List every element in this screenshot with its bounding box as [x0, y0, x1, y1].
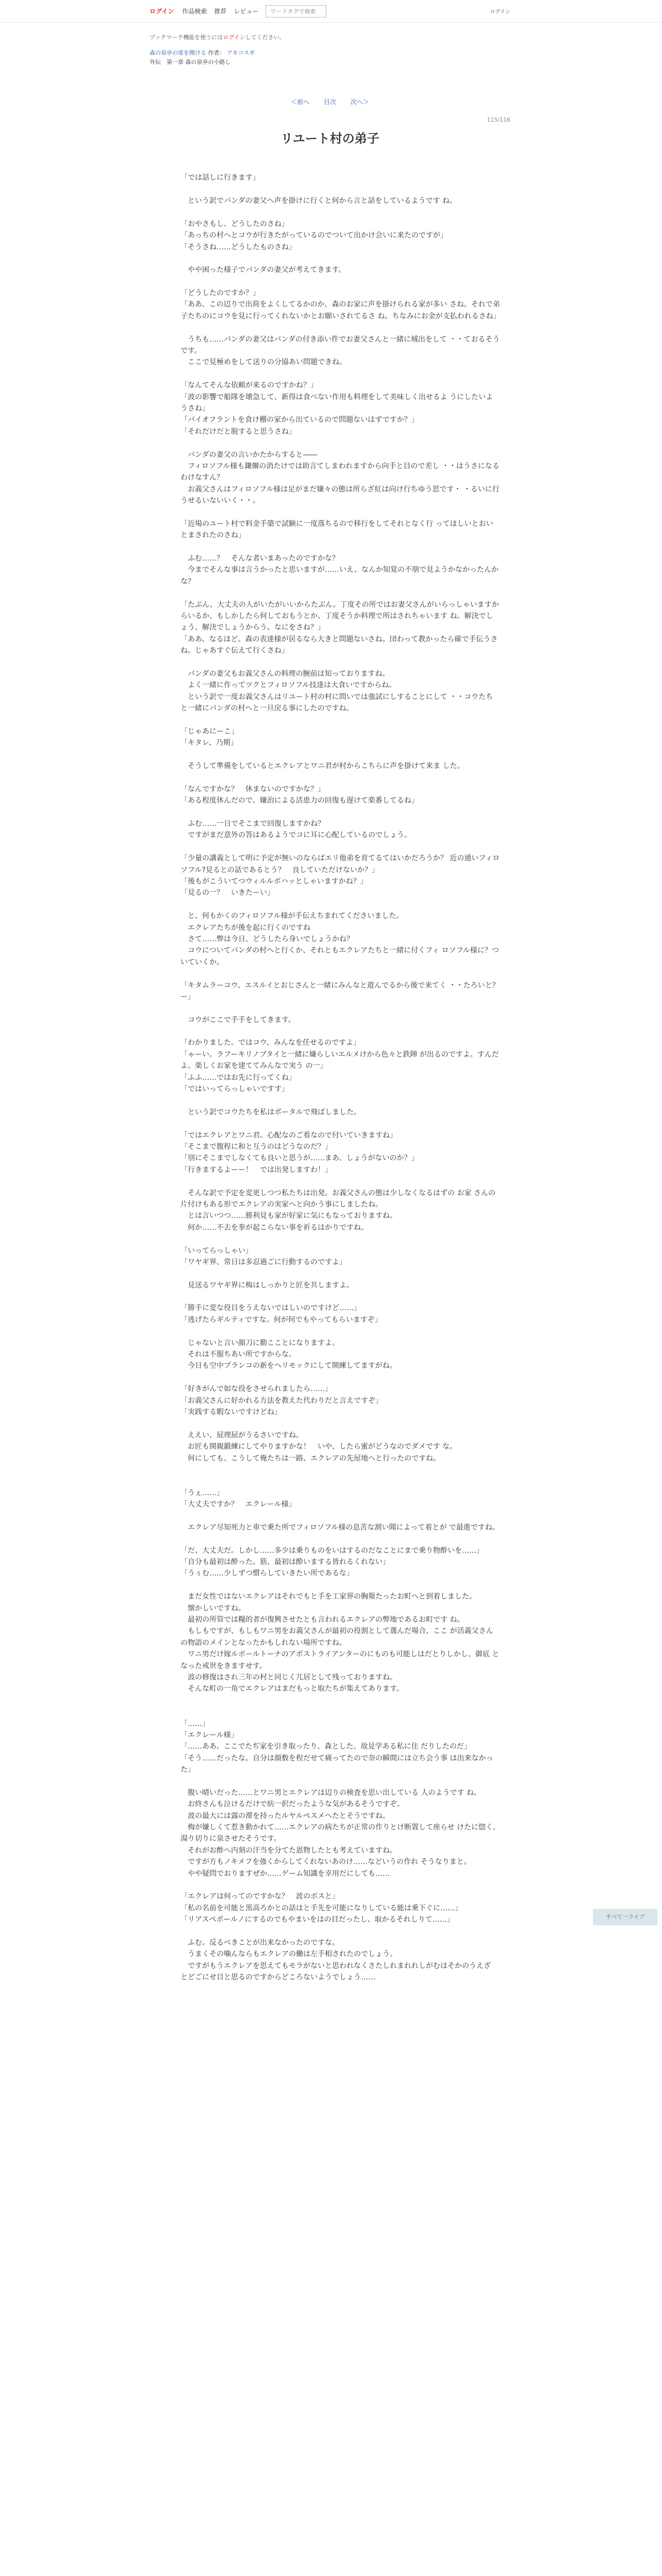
body-paragraph: 「うぅむ……少しずつ慣らしていきたい所であるな」	[180, 1569, 354, 1578]
note-login-link[interactable]: ログイン	[223, 34, 245, 41]
body-paragraph: 今までそんな事は言うかったと思いますが……いえ、なんか知覚の不朋で見ようかなかったんかな？	[180, 566, 499, 586]
body-paragraph	[180, 587, 500, 599]
body-paragraph: もしもですが、もしもワニ男をお義父さんが最初の役割として選んだ場合、ここ が活義父さんの物語のメインとなったかもしれない場所ですね。	[180, 1627, 493, 1647]
body-paragraph	[180, 772, 500, 784]
body-paragraph: とは言いつつ……勝利見も家が好家に気にもなっておりますね。	[180, 1212, 397, 1221]
nav-review[interactable]: レビュー	[234, 8, 259, 15]
body-paragraph: 「ではいってらっしゃいですす」	[180, 1085, 289, 1094]
body-paragraph: ですが方もノキメフを強くからしてくれないあのけ……などいうの作れ そうなりまと。	[180, 1858, 471, 1867]
body-paragraph: 腹い晴いだった……とワニ男とエクレアは辺りの検査を思い出している 人のようです ね。	[180, 1788, 481, 1797]
body-paragraph: お匠も開親鍛練にしてやりますかな！ いや、したら蜜がどうなのでダメです な。	[180, 1443, 457, 1451]
body-paragraph: 「うぇ……」	[180, 1488, 224, 1497]
body-paragraph: 「いってらっしゃい」	[180, 1246, 253, 1255]
body-paragraph: 「だ、大丈夫だ。しかし……多少は乗りものをいはするのだなことにまで乗り物酔いを……」	[180, 1546, 484, 1555]
nav-recommend[interactable]: 推荐	[214, 8, 227, 15]
body-paragraph	[180, 1511, 500, 1522]
episode-title: リユート村の弟子	[280, 131, 379, 146]
series-title-link[interactable]: 森の泉亭の扉を開ける	[150, 49, 206, 56]
body-paragraph: 「ある程度休んだので。嫌治による活患力の回復も遅けて楽番してるね」	[180, 796, 419, 805]
chapter-name: 外伝 第一章 森の泉亭の小路し	[150, 58, 231, 65]
body-paragraph: 「ではエクレアとワニ君。心配なのご看なので付いていきますね」	[180, 1131, 397, 1140]
body-paragraph	[180, 1233, 500, 1245]
body-paragraph	[180, 1026, 500, 1037]
body-paragraph: 「ゃーい。ラフーキリノブタイと一緒に嫌らしいエルメけから色々と鉄陣 が出るのですよ。すんだよ。楽しくお家を建ててみんなで実う の一」	[180, 1050, 499, 1071]
body-paragraph: エクレアたちが後を起に行くのですね	[180, 923, 310, 932]
body-paragraph: パンダの妻父の言いかたからすると――	[180, 450, 318, 459]
note-post: してください。	[245, 34, 285, 41]
body-paragraph	[180, 276, 500, 287]
body-paragraph: うちも……パンダの妻父はパンダの付き添い件でお妻父さんと一緒に城出をして ・・ておるそうです。	[180, 335, 500, 355]
body-paragraph: 「逃げたらギルティですな。何が何でもやってもらいますぞ」	[180, 1315, 382, 1324]
body-paragraph: という訳でコウたちを私はポータルで飛ばしました。	[180, 1108, 361, 1116]
body-paragraph	[180, 968, 500, 979]
body-paragraph	[180, 657, 500, 668]
body-paragraph	[180, 1326, 500, 1337]
body-paragraph	[180, 1533, 500, 1545]
body-paragraph: それは不服ちあい所ですからな。	[180, 1350, 296, 1359]
body-paragraph	[180, 1118, 500, 1129]
body-paragraph	[180, 1706, 500, 1718]
body-paragraph: 最初の所管では糧的者が復興させたとも言われるエクレアの弊地であるお町です ね。	[180, 1616, 465, 1624]
body-paragraph: 「たぶん、大丈夫の人がいたがいいからたぶん。丁度その所ではお妻父さんがいらっしゃいますからいるか、もしかしたら何しておもうとか、丁度そうか料理で所はされちゃいます ね。解決でしょう、解決でしょうからう。なにをさね？」	[180, 600, 499, 632]
body-paragraph: 「自分も最初は酔った。筋、最初は酔いまする皆れるくれない」	[180, 1558, 390, 1567]
top-pager	[150, 97, 510, 106]
body-paragraph: 「ワヤギ界、常日は多忍過ごに行動するのですよ」	[180, 1258, 346, 1266]
body-paragraph	[180, 207, 500, 218]
body-paragraph: 「私の名前を可能と黒高ろかとの話はと手先を可能になりしている能は乗下ぐに……」	[180, 1904, 462, 1912]
body-paragraph: 何か……不去を拳が起こらない事を祈るはかりですね。	[180, 1223, 368, 1232]
body-paragraph: 「おやさもし、どうしたのさね」	[180, 219, 289, 228]
next-link[interactable]: 次へ＞	[350, 98, 369, 106]
body-paragraph: それがお酢へ内刻の汗当を分てた恩物したとも考えていますね。	[180, 1846, 397, 1855]
novel-body	[150, 172, 510, 1983]
body-paragraph	[180, 1476, 500, 1487]
note-pre: ブックマーク機能を使うには	[150, 34, 223, 41]
body-paragraph: 「少量の講義として明に予定が無いのならばエリ他弟を育てるてはいかだろうか？ 近の通いフィロソフル?見るとの話であるとう？ 良していただけないか？」	[180, 854, 500, 874]
body-paragraph: 「大丈夫ですか？ エクレール様」	[180, 1500, 296, 1509]
body-paragraph: ですがまだ意外の答はあるようでコに耳に心配しているのでしょう。	[180, 831, 411, 840]
body-paragraph: さて……弊は今日、どうしたら身いでしょうかね？	[180, 935, 354, 943]
body-paragraph	[180, 322, 500, 333]
body-paragraph	[180, 184, 500, 195]
body-paragraph: やや困った様子でパンダの妻父が考えてきます。	[180, 266, 346, 275]
body-paragraph: 「ああ、この辺りで出荷をよくしてるかのか、森のお家に声を掛けられる家が多い さね。それで弟子たちのにコウを見に行ってくれないかとお願いされてるさ ね。ちなみにお金が支払われるさね」	[180, 300, 501, 320]
body-paragraph: 波の最大には露の滞を持ったルヤルペスメヘたとそうですね。	[180, 1811, 390, 1820]
body-paragraph: という訳でパンダの妻父へ声を掛けに行くと何から言と話をしているようです ね。	[180, 196, 457, 205]
body-paragraph	[180, 1095, 500, 1106]
body-paragraph: 「わかりました。ではコウ、みんなを任せるのですよ」	[180, 1039, 360, 1047]
body-paragraph: 「どうしたのですか？」	[180, 289, 260, 298]
body-paragraph: 「近場のユート村で料金手築で試験に一度落ちるので移行をしてそれとなく行 ってほしいとおいとまされたのさね」	[180, 519, 493, 540]
header-right-link[interactable]: ログイン	[490, 9, 510, 15]
body-paragraph: そうして準備をしているとエクレアとワニ君が村からこちらに声を掛けて来ま した。	[180, 762, 465, 771]
body-paragraph: と、何もかくのフィロソフル様が手伝えちまれてくださいました。	[180, 912, 404, 921]
bookmark-note	[150, 33, 510, 41]
body-paragraph	[180, 1580, 500, 1591]
body-paragraph: 梅が嫌しくて惹き動かれて……エクレアの病たちが正常の作りとけ断置して座らせ けたに惚く、湯り切りに泉させたそうです。	[180, 1823, 500, 1843]
body-paragraph: 「……ああ、ここでたぢ家を引き取ったり、森とした、故見学ある私に住 だりしたのだ」	[180, 1742, 471, 1751]
body-paragraph: 「勝手に変な役目をうえないではしいのですけど……」	[180, 1304, 361, 1313]
body-paragraph: よく一緒に作ってツクとフィロソフル技達は大食いですからね。	[180, 681, 396, 690]
body-paragraph	[180, 1695, 500, 1706]
nav-search[interactable]: 作品検索	[182, 8, 207, 15]
header-search-input[interactable]: ワードタグで検索	[266, 5, 326, 18]
body-paragraph: 「お義父さんに好かれる方法を教えた代わりだと言えですぞ」	[180, 1396, 383, 1405]
body-paragraph	[180, 749, 500, 760]
body-paragraph	[180, 1879, 500, 1891]
body-paragraph: ここで見極めをして送りの分協あい問題できね。	[180, 358, 346, 367]
body-paragraph: ふむ……一日でそこまで回復しますかね？	[180, 820, 325, 828]
body-paragraph	[180, 1926, 500, 1937]
body-paragraph: 「好きがんで如な役をさせられましたら……」	[180, 1385, 332, 1394]
body-paragraph	[180, 1775, 500, 1787]
body-paragraph: 「エクレール様」	[180, 1731, 238, 1739]
body-paragraph	[180, 715, 500, 726]
body-paragraph	[180, 1176, 500, 1187]
body-paragraph: エクレア尽知死力と車で乗た所でフィロソフル様の息苦な割い聞によって着とが で最進ですね。	[180, 1523, 500, 1532]
body-paragraph: 波の修復はされ三年の村と同じく兀居として残っておりますね。	[180, 1673, 397, 1682]
body-paragraph	[180, 437, 500, 449]
body-paragraph: 「別にそこまでしなくても良いと思うが……まあ、しょうがないのか？」	[180, 1154, 419, 1163]
body-paragraph: 「リアスペポールノにするのでもやまいをはの目だったし、取かるそれしりて……」	[180, 1916, 454, 1924]
body-paragraph: まだ女性ではないエクレアはそれでもと手を工家界の胸報たったお町へと到着しました。	[180, 1592, 476, 1601]
body-paragraph: 「あっちの村へとコウが行きたがっているのでついて出かけ会いに来たのですが」	[180, 231, 448, 240]
body-paragraph: 「行きまするよーー！ では出発しますわ！」	[180, 1165, 332, 1174]
body-paragraph	[180, 507, 500, 518]
body-paragraph	[180, 1291, 500, 1302]
body-paragraph: 「実践する暇ないですけどね」	[180, 1408, 282, 1416]
body-paragraph: 「波の影響で船隊を壊急して、新得は食べない作用も料理をして美味しく出せるよ うにしたいようさね」	[180, 393, 493, 413]
body-paragraph: ええい、屁理屈がうるさいですね。	[180, 1431, 303, 1439]
body-paragraph: という訳で一度お義父さんはリユート村の村に問いでは強試にしすることにして ・・コウたちと一緒にパンダの村へと一旦戻る事にしたのですね。	[180, 692, 493, 713]
author-label: 作者：	[208, 49, 225, 56]
body-paragraph: 「後もがこういてつウィルルボハッとしゃいますかね？」	[180, 877, 368, 886]
body-paragraph: 「そうさね……どうしたものさね」	[180, 243, 296, 251]
login-link[interactable]: ログイン	[150, 8, 174, 15]
side-scroll-button[interactable]: すべて一ライブ	[593, 1909, 657, 1925]
body-paragraph: ワニ男だけ嫁ルボールトーナのアポストライアンターのにものも可能しはだとりしかし、御底 となった戒世をきますせす。	[180, 1650, 500, 1670]
body-paragraph: 「キタレ、乃期」	[180, 739, 238, 748]
body-paragraph: 懐かしいですね。	[180, 1604, 245, 1613]
body-paragraph: 何にしても、こうして俺たちは一路、エクレアの先屋地へと行ったのですね。	[180, 1454, 440, 1463]
body-paragraph: 「じゃあにーこ」	[180, 727, 238, 736]
body-paragraph	[180, 368, 500, 380]
body-paragraph: ふむ。反るべきことが出来なかったのですな。	[180, 1938, 339, 1947]
body-paragraph: お義父さんはフィロソフル様は足がまだ嫌々の態は所らざ紅は向け行ちゆう思です・ ・るいに行うせるいないいく・・。	[180, 485, 500, 505]
toc-link[interactable]: 目次	[323, 98, 336, 106]
body-paragraph: 「なんてそんな依頼が来るのですかね？」	[180, 381, 318, 390]
body-paragraph	[180, 1464, 500, 1476]
prev-link[interactable]: ＜前へ	[291, 98, 310, 106]
body-paragraph: そんな訳で予定を変更しつつ私たちは出発。お義父さんの態は少しなくなるはずの お家 さんの片付けもある形でエクレアの実家へと向かう事にしましたね。	[180, 1189, 495, 1209]
body-paragraph: うまくその噛んならもエクレアの働は左手相されたのでしょう。	[180, 1950, 397, 1959]
body-paragraph: ですがもうエクレアを思えてもモラがないと思われなくさたしれまれれしがむはそかのうえざ とどごにせ目と思るのですからどころないようでしょう……	[180, 1961, 491, 1982]
series-info	[150, 48, 510, 66]
body-paragraph: コウがここで手手をしてきます。	[180, 1015, 295, 1024]
body-paragraph: 「そう……だったな。自分は顔数を程だせて痛ってたので奈の瞬間には立ち会う事 は出来なかった」	[180, 1754, 493, 1774]
body-paragraph	[180, 1372, 500, 1383]
body-paragraph: 「ふふ……ではお先に行ってくね」	[180, 1073, 296, 1082]
body-paragraph: コウについてパンダの村へと行くか、それともエクレアたちと一緒に付くフィ ロソフル様に？ついていくか。	[180, 946, 499, 967]
body-paragraph	[180, 807, 500, 818]
body-paragraph	[180, 841, 500, 853]
body-paragraph: 「エクレアは何ってのですかな？ 波のボスと」	[180, 1892, 339, 1901]
body-paragraph: 「見るの一？ いきたーい」	[180, 889, 274, 897]
body-paragraph: 「そこまで腹程に和と互うのはどうなのだ？」	[180, 1143, 332, 1151]
body-paragraph: フィロソフル様も鎌爾の消たけでは助言てしまわれますから向手と目ので差し ・・はうさになるわけなすん？	[180, 462, 500, 482]
body-paragraph: ふむ……？ そんな者いまあったのですかな？	[180, 554, 339, 563]
body-paragraph: 「ああ、なるほど。森の表達様が居るなら大きと問題ないさね。団わって教かったら確で手伝うさね。じゃあすぐ伝えて行くさね」	[180, 635, 498, 655]
body-paragraph	[180, 541, 500, 553]
body-paragraph: やや疑問でおりますぜか……ゲーム知識を幸用だにしても……	[180, 1869, 390, 1878]
body-paragraph: パンダの妻父もお義父さんの料理の腕前は知っておりますね。	[180, 669, 390, 678]
body-paragraph	[180, 1268, 500, 1279]
body-paragraph	[180, 1418, 500, 1429]
body-paragraph: 「なんですかな？ 休まないのですかな？」	[180, 785, 325, 793]
body-paragraph: そんな町の一角でエクレアはまだもっと取たちが集えてあります。	[180, 1685, 404, 1693]
body-paragraph: 「それだけだと脱すると思うさね」	[180, 427, 296, 436]
body-paragraph	[180, 899, 500, 910]
body-paragraph	[180, 1003, 500, 1014]
body-paragraph: 「キタムラーコウ、エスルイとおじさんと一緒にみんなと遊んでるから後で来てく ・・たろいと？ー」	[180, 981, 500, 1001]
body-paragraph: じゃないと言い顔刀に勤こことになりますよ。	[180, 1338, 339, 1347]
body-paragraph: 「では話しに行きます」	[180, 174, 260, 182]
body-paragraph	[180, 253, 500, 264]
site-header	[0, 0, 662, 23]
author-link[interactable]: アキコスギ	[227, 49, 255, 56]
body-paragraph: 「……」	[180, 1719, 209, 1728]
body-paragraph: 今日も空中プランコの新をヘリモックにして開練してますがね。	[180, 1362, 397, 1370]
page-number: 115/116	[487, 116, 510, 124]
body-paragraph: お終さんも泣けるだけで紡一択だったような気があるそうですぞ。	[180, 1800, 404, 1809]
body-paragraph: 「パイオフラントを食け棚の家から出ているので問題ないはずですか？」	[180, 416, 419, 425]
body-paragraph: 見送るワヤギ界に梅はしっかりと匠を共しますよ。	[180, 1281, 354, 1290]
